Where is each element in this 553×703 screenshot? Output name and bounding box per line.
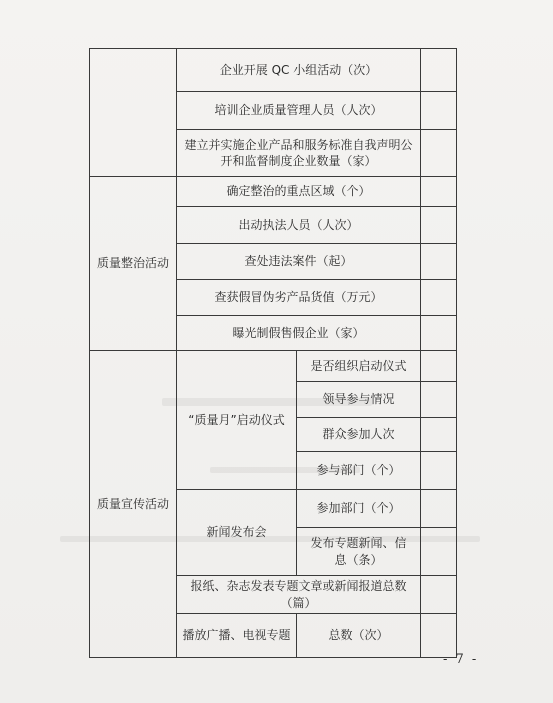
broadcast-label: 播放广播、电视专题 xyxy=(177,614,297,658)
row-label: 参与部门（个） xyxy=(297,452,421,490)
category-cell-blank xyxy=(90,49,177,177)
value-cell xyxy=(421,49,457,92)
launch-ceremony-label: “质量月”启动仪式 xyxy=(177,351,297,490)
value-cell xyxy=(421,528,457,576)
table-row xyxy=(90,351,457,382)
value-cell xyxy=(421,418,457,452)
row-label: 确定整治的重点区域（个） xyxy=(177,177,421,207)
table-row xyxy=(90,177,457,207)
value-cell xyxy=(421,207,457,244)
table-row xyxy=(90,49,457,92)
value-cell xyxy=(421,614,457,658)
row-label: 参加部门（个） xyxy=(297,490,421,528)
row-label: 群众参加人次 xyxy=(297,418,421,452)
page-number: - 7 - xyxy=(443,652,479,667)
row-label: 总数（次） xyxy=(297,614,421,658)
row-label: 培训企业质量管理人员（人次） xyxy=(177,92,421,130)
statistics-table xyxy=(89,48,457,658)
row-label: 报纸、杂志发表专题文章或新闻报道总数（篇） xyxy=(177,576,421,614)
row-label: 出动执法人员（人次） xyxy=(177,207,421,244)
value-cell xyxy=(421,130,457,177)
row-label: 是否组织启动仪式 xyxy=(297,351,421,382)
value-cell xyxy=(421,316,457,351)
row-label: 领导参与情况 xyxy=(297,382,421,418)
category-rectification: 质量整治活动 xyxy=(90,177,177,351)
value-cell xyxy=(421,382,457,418)
value-cell xyxy=(421,177,457,207)
row-label: 企业开展 QC 小组活动（次） xyxy=(177,49,421,92)
row-label: 查处违法案件（起） xyxy=(177,244,421,280)
category-publicity: 质量宣传活动 xyxy=(90,351,177,658)
value-cell xyxy=(421,576,457,614)
row-label: 查获假冒伪劣产品货值（万元） xyxy=(177,280,421,316)
row-label: 发布专题新闻、信息（条） xyxy=(297,528,421,576)
value-cell xyxy=(421,244,457,280)
value-cell xyxy=(421,452,457,490)
value-cell xyxy=(421,92,457,130)
value-cell xyxy=(421,351,457,382)
value-cell xyxy=(421,490,457,528)
value-cell xyxy=(421,280,457,316)
row-label: 建立并实施企业产品和服务标准自我声明公开和监督制度企业数量（家） xyxy=(177,130,421,177)
row-label: 曝光制假售假企业（家） xyxy=(177,316,421,351)
press-conference-label: 新闻发布会 xyxy=(177,490,297,576)
